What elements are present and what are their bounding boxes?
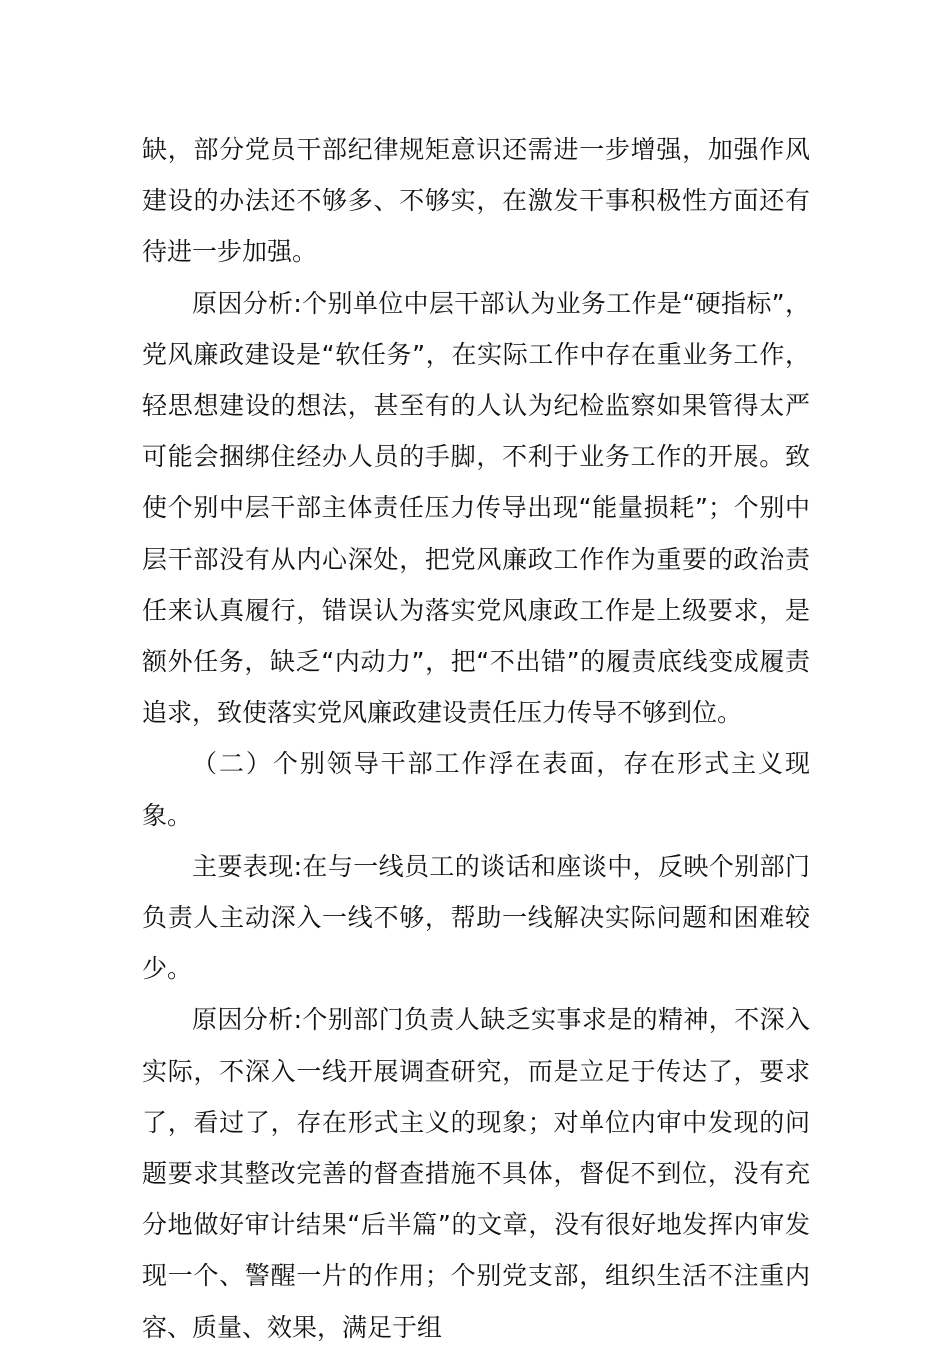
paragraph-cause-analysis-2: 原因分析:个别部门负责人缺乏实事求是的精神，不深入实际，不深入一线开展调查研究，而是立足于传达了，要求了，看过了，存在形式主义的现象；对单位内审中发现的问题要求其整改完善的督查措施不具体，督促不到位，没有充分地做好审计结果“后半篇”的文章，没有很好地发挥内审发现一个、警醒一片的作用；个别党支部，组织生活不注重内容、质量、效果，满足于组 [142, 1005, 810, 1342]
section-heading-2: （二）个别领导干部工作浮在表面，存在形式主义现象。 [142, 749, 810, 830]
paragraph-cause-analysis-1: 原因分析:个别单位中层干部认为业务工作是“硬指标”，党风廉政建设是“软任务”，在实际工作中存在重业务工作，轻思想建设的想法，甚至有的人认为纪检监察如果管得太严可能会捆绑住经办人员的手脚，不利于业务工作的开展。致使个别中层干部主体责任压力传导出现“能量损耗”；个别中层干部没有从内心深处，把党风廉政工作作为重要的政治责任来认真履行，错误认为落实党风康政工作是上级要求，是额外任务，缺乏“内动力”，把“不出错”的履责底线变成履责追求，致使落实党风廉政建设责任压力传导不够到位。 [142, 288, 810, 728]
document-body [142, 124, 810, 1353]
paragraph-continuation: 缺，部分党员干部纪律规矩意识还需进一步增强，加强作风建设的办法还不够多、不够实，在激发干事积极性方面还有待进一步加强。 [142, 135, 810, 267]
paragraph-main-manifestation: 主要表现:在与一线员工的谈话和座谈中，反映个别部门负责人主动深入一线不够，帮助一线解决实际问题和困难较少。 [142, 851, 810, 984]
